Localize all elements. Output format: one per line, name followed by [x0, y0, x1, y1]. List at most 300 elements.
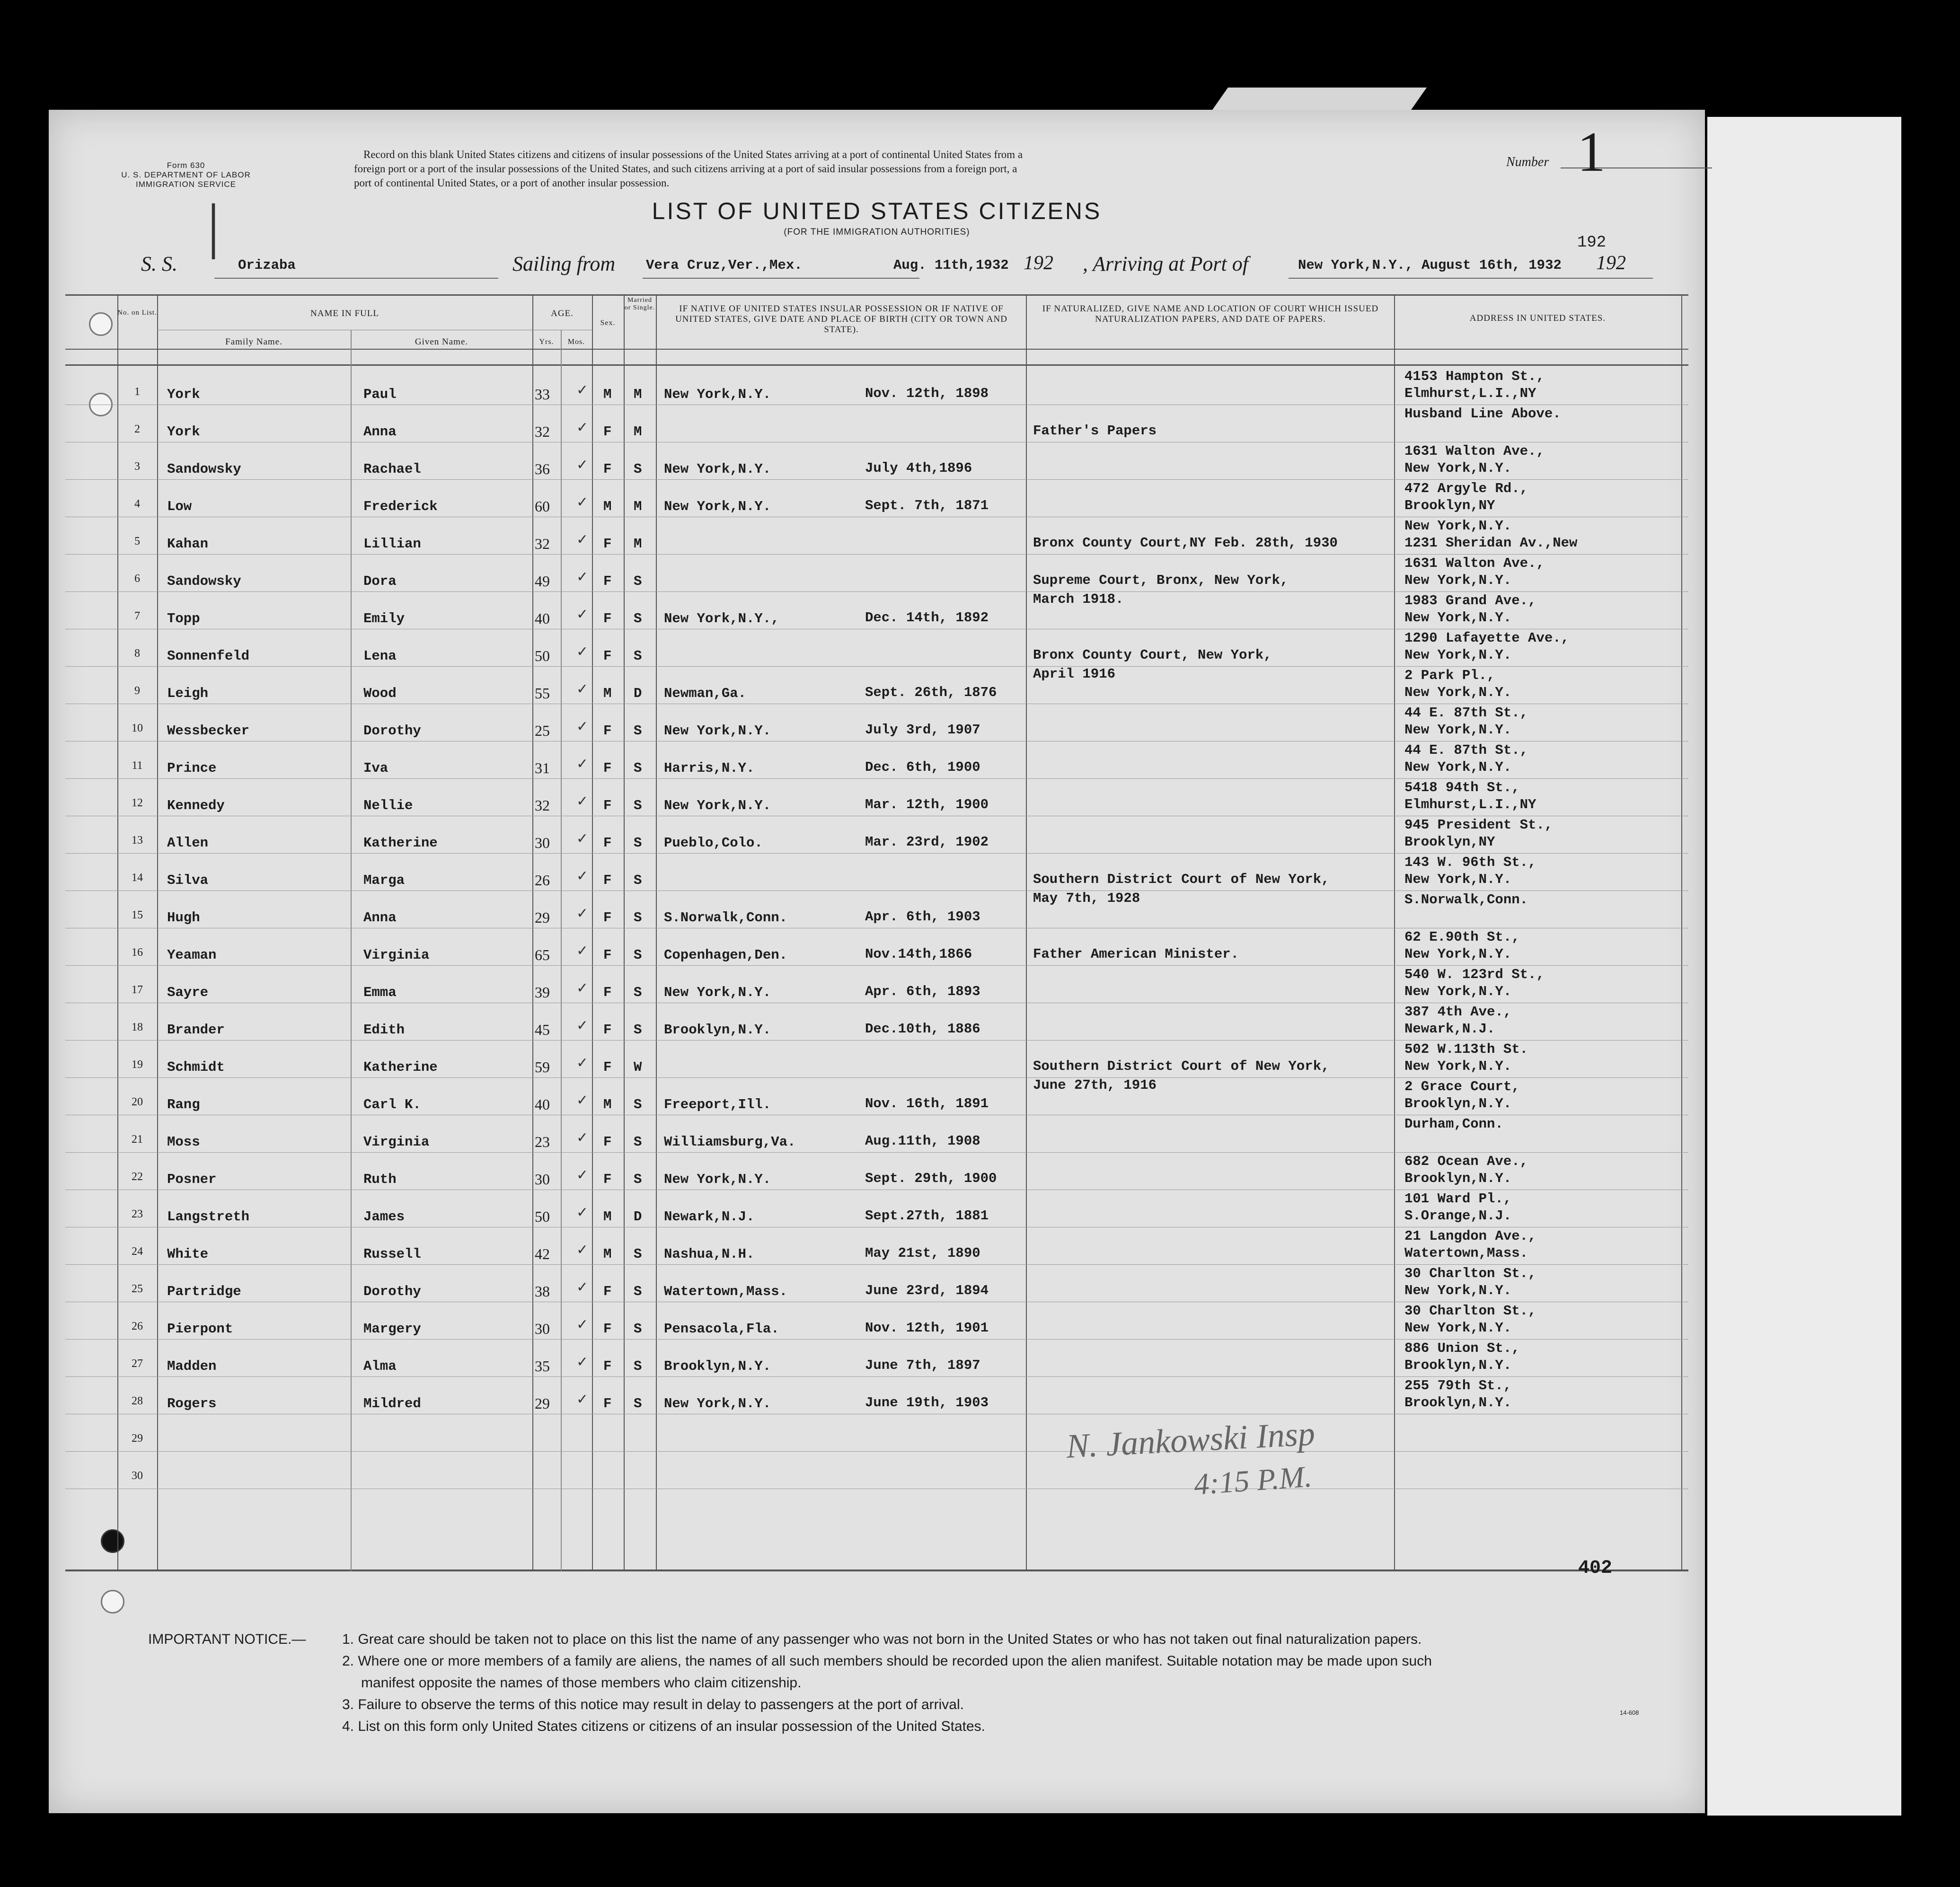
birth-date: Sept.27th, 1881: [865, 1208, 989, 1224]
given-name: Dorothy: [363, 723, 421, 739]
birth-place: Brooklyn,N.Y.: [664, 1358, 771, 1374]
check-mark-icon: ✓: [576, 1092, 589, 1109]
sex: F: [603, 573, 612, 589]
marital-status: S: [634, 1358, 642, 1374]
row-number: 11: [132, 759, 143, 772]
row-number: 17: [132, 984, 143, 996]
age-years: 25: [535, 722, 550, 739]
marital-status: S: [634, 1321, 642, 1337]
row-rule: [65, 1339, 1688, 1340]
department-name: U. S. DEPARTMENT OF LABOR: [121, 170, 251, 179]
sex: F: [603, 947, 612, 963]
row-number: 22: [132, 1171, 143, 1183]
column-rule: [1394, 294, 1395, 1571]
birth-date: Sept. 7th, 1871: [865, 498, 989, 513]
marital-status: S: [634, 985, 642, 1000]
address-line: S.Norwalk,Conn.: [1404, 892, 1528, 908]
row-number: 27: [132, 1358, 143, 1370]
age-years: 32: [535, 423, 550, 440]
family-name: Kahan: [167, 536, 209, 552]
row-number: 29: [132, 1432, 143, 1445]
address-line: 4153 Hampton St.,: [1404, 369, 1545, 384]
notice-item: 4. List on this form only United States citizens or citizens of an insular possession of the United States.: [342, 1719, 986, 1734]
address-line: Brooklyn,NY: [1404, 834, 1495, 850]
address-line: 540 W. 123rd St.,: [1404, 967, 1545, 982]
number-value: 1: [1577, 120, 1606, 183]
age-years: 30: [535, 834, 550, 851]
check-mark-icon: ✓: [576, 980, 589, 996]
given-name: Carl K.: [363, 1097, 421, 1112]
sex: F: [603, 1022, 612, 1038]
check-mark-icon: ✓: [576, 1316, 589, 1333]
check-mark-icon: ✓: [576, 531, 589, 548]
check-mark-icon: ✓: [576, 756, 589, 772]
notice-item: 3. Failure to observe the terms of this notice may result in delay to passengers at the port of arrival.: [342, 1697, 964, 1712]
check-mark-icon: ✓: [576, 943, 589, 959]
page-stamp: 402: [1578, 1558, 1613, 1579]
punch-hole: [89, 312, 113, 336]
birth-date: June 19th, 1903: [865, 1395, 989, 1411]
col-header-no: No. on List.: [117, 309, 157, 317]
check-mark-icon: ✓: [576, 419, 589, 436]
age-years: 65: [535, 946, 550, 963]
family-name: Yeaman: [167, 947, 217, 963]
birth-date: Mar. 12th, 1900: [865, 797, 989, 812]
birth-place: Watertown,Mass.: [664, 1284, 788, 1299]
sex: F: [603, 760, 612, 776]
sailing-from: Vera Cruz,Ver.,Mex.: [646, 257, 803, 273]
address-line: 387 4th Ave.,: [1404, 1004, 1512, 1020]
address-line: New York,N.Y.: [1404, 1058, 1512, 1074]
address-line: Brooklyn,N.Y.: [1404, 1171, 1512, 1186]
notice-item: 2. Where one or more members of a family are aliens, the names of all such members should be recorded upon the alien manifest. Suitable notation may be made upon such: [342, 1653, 1432, 1669]
arriving-underline: [1289, 278, 1653, 279]
address-line: New York,N.Y.: [1404, 1320, 1512, 1336]
age-years: 23: [535, 1133, 550, 1150]
column-rule: [117, 294, 118, 1571]
given-name: Ruth: [363, 1172, 397, 1187]
birth-date: Dec. 14th, 1892: [865, 610, 989, 626]
row-number: 5: [134, 535, 140, 547]
notice-item: manifest opposite the names of those members who claim citizenship.: [361, 1675, 802, 1691]
row-number: 28: [132, 1395, 143, 1407]
row-number: 2: [134, 423, 140, 435]
row-number: 16: [132, 946, 143, 959]
naturalization-line: Bronx County Court,NY Feb. 28th, 1930: [1033, 535, 1338, 551]
family-name: Langstreth: [167, 1209, 250, 1225]
row-number: 8: [134, 647, 140, 660]
marital-status: W: [634, 1059, 642, 1075]
column-rule: [351, 330, 352, 1571]
marital-status: D: [634, 1209, 642, 1225]
address-line: Watertown,Mass.: [1404, 1245, 1528, 1261]
address-line: Newark,N.J.: [1404, 1021, 1495, 1037]
inspector-time: 4:15 P.M.: [1192, 1459, 1313, 1501]
family-name: Schmidt: [167, 1059, 225, 1075]
age-years: 42: [535, 1245, 550, 1262]
naturalization-line: June 27th, 1916: [1033, 1077, 1157, 1093]
address-line: New York,N.Y.: [1404, 946, 1512, 962]
family-name: Low: [167, 499, 192, 514]
small-code: 14-608: [1620, 1709, 1639, 1716]
sex: F: [603, 835, 612, 851]
birth-date: Nov. 12th, 1901: [865, 1320, 989, 1336]
family-name: Sonnenfeld: [167, 648, 250, 664]
row-number: 13: [132, 834, 143, 847]
birth-place: Pueblo,Colo.: [664, 835, 763, 851]
sex: F: [603, 1321, 612, 1337]
family-name: Posner: [167, 1172, 217, 1187]
address-line: 682 Ocean Ave.,: [1404, 1154, 1528, 1169]
row-number: 12: [132, 797, 143, 809]
sex: F: [603, 648, 612, 664]
header-divider: [65, 349, 1688, 350]
marital-status: S: [634, 1396, 642, 1411]
age-years: 32: [535, 797, 550, 814]
given-name: Wood: [363, 686, 397, 701]
birth-place: New York,N.Y.: [664, 1396, 771, 1411]
marital-status: M: [634, 424, 642, 440]
service-name: IMMIGRATION SERVICE: [135, 180, 236, 189]
check-mark-icon: ✓: [576, 1391, 589, 1408]
ship-name: Orizaba: [238, 257, 296, 273]
given-name: Emma: [363, 985, 397, 1000]
family-name: Wessbecker: [167, 723, 250, 739]
address-line: Elmhurst,L.I.,NY: [1404, 797, 1536, 812]
address-line: New York,N.Y.: [1404, 872, 1512, 887]
age-years: 50: [535, 647, 550, 664]
marital-status: S: [634, 573, 642, 589]
birth-place: Harris,N.Y.: [664, 760, 755, 776]
form-number: Form 630: [167, 161, 205, 170]
header-bottom-border: [65, 364, 1688, 366]
age-years: 40: [535, 1096, 550, 1113]
address-line: 255 79th St.,: [1404, 1378, 1512, 1393]
family-name: Rogers: [167, 1396, 217, 1411]
row-rule: [65, 853, 1688, 854]
address-line: 1631 Walton Ave.,: [1404, 443, 1545, 459]
check-mark-icon: ✓: [576, 606, 589, 623]
row-rule: [65, 591, 1688, 592]
marital-status: S: [634, 1097, 642, 1112]
age-years: 26: [535, 872, 550, 889]
arriving-year-suffix: 192: [1596, 252, 1626, 274]
naturalization-line: Father American Minister.: [1033, 946, 1239, 962]
col-header-naturalized: IF NATURALIZED, GIVE NAME AND LOCATION OF COURT WHICH ISSUED NATURALIZATION PAPERS, AND DATE OF PAPERS.: [1042, 304, 1379, 324]
address-line: New York,N.Y.: [1404, 573, 1512, 588]
family-name: White: [167, 1246, 209, 1262]
age-years: 32: [535, 535, 550, 552]
birth-date: June 23rd, 1894: [865, 1283, 989, 1298]
record-notice-line: Record on this blank United States citizens and citizens of insular possessions of the United States arriving at a port of continental United States from a: [363, 149, 1023, 160]
address-line: 143 W. 96th St.,: [1404, 855, 1536, 870]
address-line: 44 E. 87th St.,: [1404, 705, 1528, 721]
sex: F: [603, 798, 612, 813]
table-bottom-border: [65, 1570, 1688, 1571]
manifest-sheet: [49, 110, 1705, 1813]
address-line: Brooklyn,NY: [1404, 498, 1495, 513]
address-line: 1631 Walton Ave.,: [1404, 556, 1545, 571]
row-number: 4: [134, 498, 140, 510]
given-name: James: [363, 1209, 405, 1225]
given-name: Dora: [363, 573, 397, 589]
birth-date: Nov. 16th, 1891: [865, 1096, 989, 1111]
age-years: 30: [535, 1171, 550, 1188]
marital-status: S: [634, 835, 642, 851]
sex: F: [603, 611, 612, 626]
check-mark-icon: ✓: [576, 793, 589, 810]
age-years: 29: [535, 1395, 550, 1412]
col-header-family: Family Name.: [225, 337, 283, 347]
family-name: Kennedy: [167, 798, 225, 813]
marital-status: S: [634, 1134, 642, 1150]
address-line: 5418 94th St.,: [1404, 780, 1520, 795]
naturalization-line: Southern District Court of New York,: [1033, 1058, 1330, 1074]
marital-status: S: [634, 873, 642, 888]
sailing-year-suffix: 192: [1024, 252, 1053, 274]
family-name: Moss: [167, 1134, 200, 1150]
address-line: 1231 Sheridan Av.,New: [1404, 535, 1578, 551]
given-name: Margery: [363, 1321, 421, 1337]
birth-place: New York,N.Y.: [664, 1172, 771, 1187]
age-years: 35: [535, 1358, 550, 1375]
birth-date: July 3rd, 1907: [865, 722, 980, 738]
check-mark-icon: ✓: [576, 1279, 589, 1296]
marital-status: S: [634, 910, 642, 926]
naturalization-line: May 7th, 1928: [1033, 891, 1140, 906]
birth-place: New York,N.Y.: [664, 985, 771, 1000]
check-mark-icon: ✓: [576, 569, 589, 585]
col-header-married: Married or Single.: [624, 297, 655, 311]
birth-date: June 7th, 1897: [865, 1358, 980, 1373]
row-number: 15: [132, 909, 143, 921]
birth-date: Mar. 23rd, 1902: [865, 834, 989, 850]
marital-status: D: [634, 686, 642, 701]
punch-hole: [101, 1590, 124, 1614]
row-rule: [65, 1451, 1688, 1452]
marital-status: M: [634, 387, 642, 402]
birth-date: Nov. 12th, 1898: [865, 386, 989, 401]
check-mark-icon: ✓: [576, 1017, 589, 1034]
column-rule: [624, 294, 625, 1571]
col-header-birth: IF NATIVE OF UNITED STATES INSULAR POSSESSION OR IF NATIVE OF UNITED STATES, GIVE DATE AND PLACE OF BIRTH (CITY OR TOWN AND STATE).: [675, 304, 1007, 335]
row-rule: [65, 778, 1688, 779]
row-number: 1: [134, 386, 140, 398]
sailing-date: Aug. 11th,1932: [893, 257, 1009, 273]
margin-mark: |: [207, 192, 220, 260]
row-number: 18: [132, 1021, 143, 1033]
page-title: LIST OF UNITED STATES CITIZENS: [652, 198, 1102, 224]
record-notice-line: port of continental United States, or a port of another insular possession.: [354, 177, 670, 189]
row-number: 3: [134, 460, 140, 473]
given-name: Lena: [363, 648, 397, 664]
naturalization-line: Southern District Court of New York,: [1033, 872, 1330, 887]
check-mark-icon: ✓: [576, 681, 589, 697]
marital-status: S: [634, 461, 642, 477]
age-years: 45: [535, 1021, 550, 1038]
column-rule: [157, 294, 158, 1571]
row-rule: [65, 479, 1688, 480]
address-line: 1290 Lafayette Ave.,: [1404, 630, 1570, 646]
birth-place: New York,N.Y.: [664, 723, 771, 739]
family-name: Sayre: [167, 985, 209, 1000]
sailing-underline: [643, 278, 919, 279]
col-header-yrs: Yrs.: [539, 338, 554, 346]
naturalization-line: Father's Papers: [1033, 423, 1157, 439]
birth-place: New York,N.Y.: [664, 387, 771, 402]
address-line: 502 W.113th St.: [1404, 1041, 1528, 1057]
naturalization-line: March 1918.: [1033, 591, 1124, 607]
given-name: Iva: [363, 760, 388, 776]
address-line: 2 Park Pl.,: [1404, 668, 1495, 683]
marital-status: S: [634, 947, 642, 963]
check-mark-icon: ✓: [576, 718, 589, 735]
address-line: Husband Line Above.: [1404, 406, 1561, 422]
given-name: Katherine: [363, 835, 438, 851]
age-years: 36: [535, 460, 550, 477]
birth-date: Dec. 6th, 1900: [865, 759, 980, 775]
check-mark-icon: ✓: [576, 494, 589, 511]
given-name: Nellie: [363, 798, 413, 813]
check-mark-icon: ✓: [576, 1167, 589, 1183]
check-mark-icon: ✓: [576, 1354, 589, 1370]
given-name: Virginia: [363, 1134, 430, 1150]
sex: F: [603, 461, 612, 477]
row-rule: [65, 666, 1688, 667]
address-line: 2 Grace Court,: [1404, 1079, 1520, 1094]
sex: F: [603, 424, 612, 440]
sex: F: [603, 723, 612, 739]
inspector-signature: N. Jankowski Insp: [1065, 1414, 1316, 1465]
punch-hole: [101, 1529, 124, 1553]
family-name: Allen: [167, 835, 209, 851]
address-line: 1983 Grand Ave.,: [1404, 593, 1536, 608]
ship-underline: [214, 278, 498, 279]
birth-place: New York,N.Y.: [664, 461, 771, 477]
sex: F: [603, 536, 612, 552]
birth-place: S.Norwalk,Conn.: [664, 910, 788, 926]
col-header-name: NAME IN FULL: [310, 309, 379, 318]
family-name: Sandowsky: [167, 461, 241, 477]
check-mark-icon: ✓: [576, 905, 589, 922]
family-name: Rang: [167, 1097, 200, 1112]
given-name: Lillian: [363, 536, 421, 552]
row-number: 6: [134, 573, 140, 585]
birth-date: Apr. 6th, 1893: [865, 984, 980, 999]
row-number: 25: [132, 1283, 143, 1295]
given-name: Marga: [363, 873, 405, 888]
address-line: Brooklyn,N.Y.: [1404, 1358, 1512, 1373]
row-rule: [65, 1152, 1688, 1153]
marital-status: S: [634, 1284, 642, 1299]
row-number: 7: [134, 610, 140, 622]
address-line: 30 Charlton St.,: [1404, 1266, 1536, 1281]
row-rule: [65, 554, 1688, 555]
age-years: 49: [535, 573, 550, 590]
check-mark-icon: ✓: [576, 382, 589, 398]
sex: F: [603, 1134, 612, 1150]
col-header-given: Given Name.: [415, 337, 468, 347]
check-mark-icon: ✓: [576, 644, 589, 660]
check-mark-icon: ✓: [576, 830, 589, 847]
birth-place: New York,N.Y.,: [664, 611, 779, 626]
age-years: 60: [535, 498, 550, 515]
marital-status: S: [634, 760, 642, 776]
marital-status: S: [634, 1172, 642, 1187]
given-name: Virginia: [363, 947, 430, 963]
family-name: Sandowsky: [167, 573, 241, 589]
check-mark-icon: ✓: [576, 457, 589, 473]
number-label: Number: [1506, 155, 1549, 169]
marital-status: S: [634, 1022, 642, 1038]
sex: M: [603, 1097, 612, 1112]
family-name: Hugh: [167, 910, 200, 926]
address-line: New York,N.Y.: [1404, 647, 1512, 663]
row-number: 14: [132, 872, 143, 884]
address-line: New York,N.Y.: [1404, 1283, 1512, 1298]
row-number: 24: [132, 1245, 143, 1258]
birth-date: Dec.10th, 1886: [865, 1021, 980, 1037]
row-number: 10: [132, 722, 143, 734]
birth-place: Nashua,N.H.: [664, 1246, 755, 1262]
age-years: 50: [535, 1208, 550, 1225]
row-number: 9: [134, 685, 140, 697]
row-number: 21: [132, 1133, 143, 1146]
family-name: Prince: [167, 760, 217, 776]
sex: M: [603, 686, 612, 701]
address-line: 472 Argyle Rd.,: [1404, 481, 1528, 496]
address-line: New York,N.Y.: [1404, 984, 1512, 999]
record-notice: [354, 148, 1490, 190]
check-mark-icon: ✓: [576, 868, 589, 884]
birth-place: Brooklyn,N.Y.: [664, 1022, 771, 1038]
age-years: 31: [535, 759, 550, 776]
given-name: Anna: [363, 424, 397, 440]
birth-place: Newark,N.J.: [664, 1209, 755, 1225]
given-name: Russell: [363, 1246, 421, 1262]
sex: M: [603, 499, 612, 514]
col-header-mos: Mos.: [567, 338, 585, 346]
address-line: 886 Union St.,: [1404, 1340, 1520, 1356]
marital-status: S: [634, 1246, 642, 1262]
age-years: 29: [535, 909, 550, 926]
sex: M: [603, 387, 612, 402]
record-notice-line: foreign port or a port of the insular possessions of the United States, and such citizens arriving at a port of said insular possessions from a foreign port, a: [354, 163, 1017, 175]
birth-place: New York,N.Y.: [664, 798, 771, 813]
address-line: S.Orange,N.J.: [1404, 1208, 1512, 1224]
address-line: New York,N.Y.: [1404, 759, 1512, 775]
arriving-port: New York,N.Y., August 16th, 1932: [1298, 257, 1562, 273]
form-id-block: [115, 161, 257, 189]
marital-status: S: [634, 611, 642, 626]
sex: F: [603, 1396, 612, 1411]
family-name: Topp: [167, 611, 200, 626]
column-rule: [592, 294, 593, 1571]
given-name: Rachael: [363, 461, 421, 477]
ss-label: S. S.: [141, 252, 177, 275]
given-name: Anna: [363, 910, 397, 926]
page-subtitle: (FOR THE IMMIGRATION AUTHORITIES): [784, 227, 970, 237]
row-number: 23: [132, 1208, 143, 1220]
address-line: New York,N.Y.: [1404, 685, 1512, 700]
arriving-label: , Arriving at Port of: [1083, 252, 1248, 275]
age-years: 30: [535, 1320, 550, 1337]
family-name: Madden: [167, 1358, 217, 1374]
naturalization-line: Bronx County Court, New York,: [1033, 647, 1272, 663]
sex: F: [603, 873, 612, 888]
given-name: Emily: [363, 611, 405, 626]
given-name: Paul: [363, 387, 397, 402]
